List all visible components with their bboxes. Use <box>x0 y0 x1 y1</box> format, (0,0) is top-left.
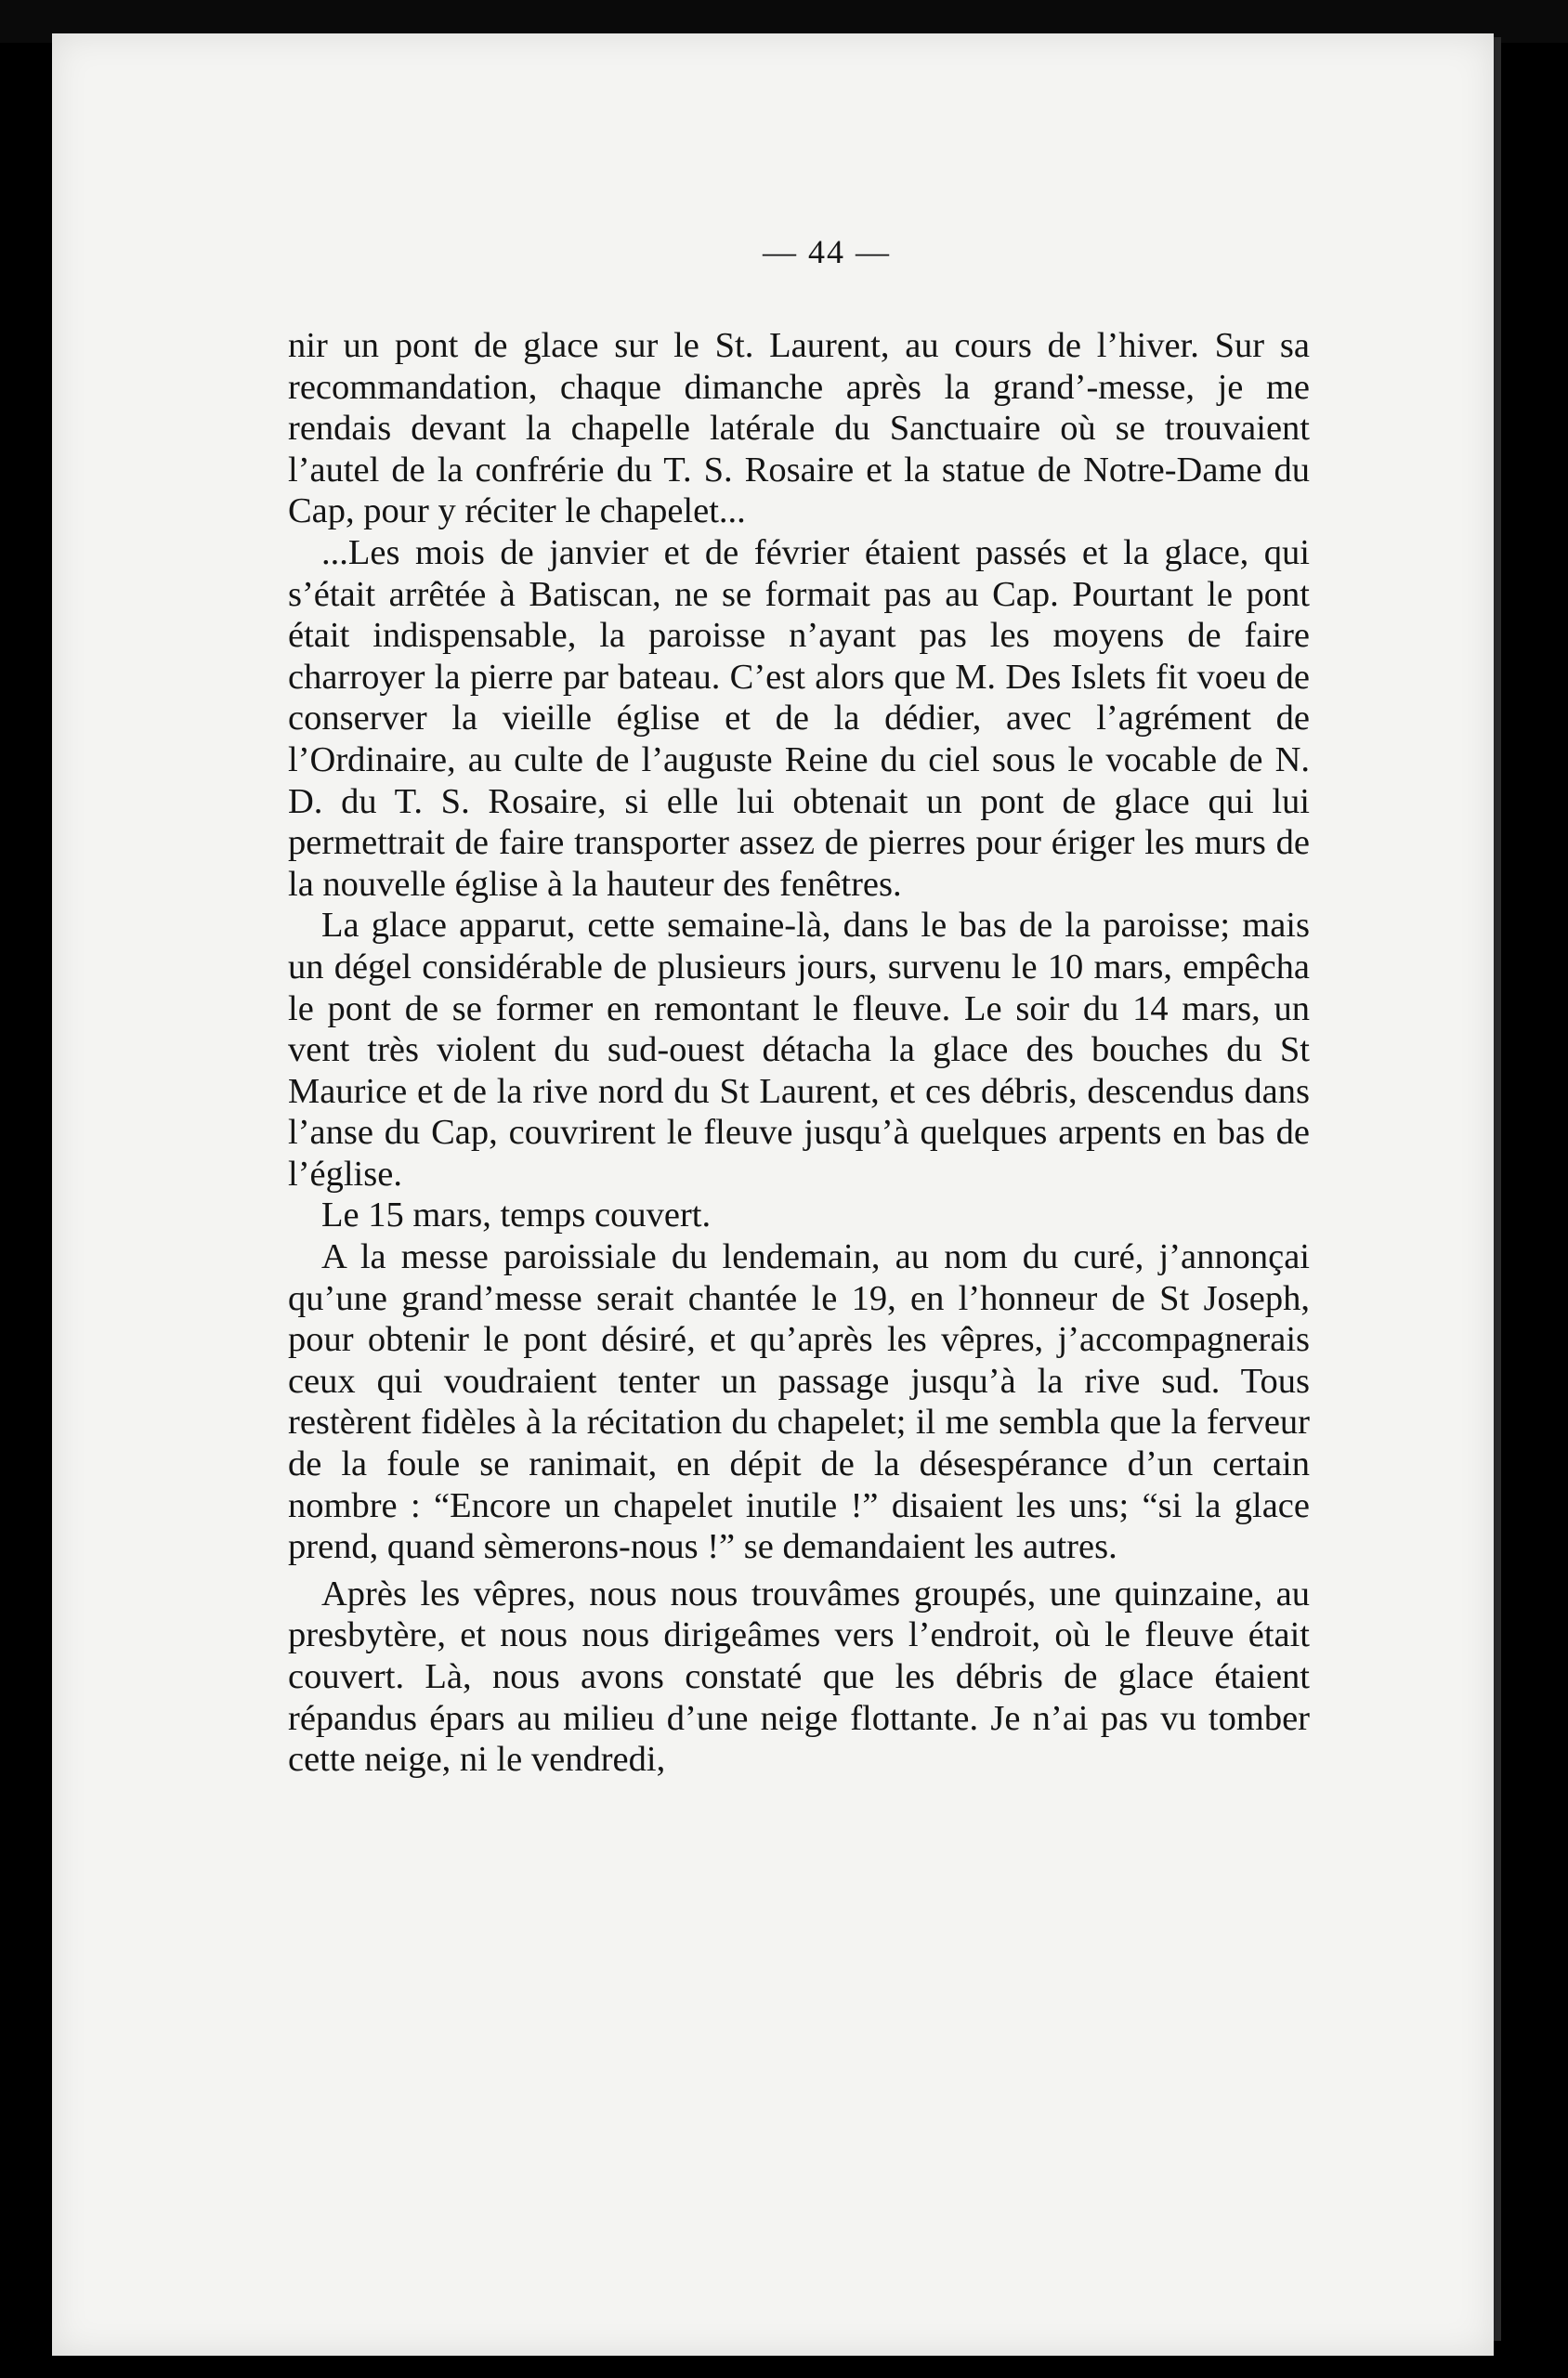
page-body-text <box>288 325 1310 1781</box>
paragraph: Après les vêpres, nous nous trouvâmes groupés, une quinzaine, au presbytère, et nous nous dirigeâmes vers l’endroit, où le fleuve était couvert. Là, nous avons constaté que les débris de glace étaient répandus épars au milieu d’une neige flottante. Je n’ai pas vu tomber cette neige, ni le vendredi, <box>288 1574 1310 1780</box>
page-number: — 44 — <box>763 233 891 270</box>
paragraph: ...Les mois de janvier et de février étaient passés et la glace, qui s’était arrêtée à Batiscan, ne se formait pas au Cap. Pourtant le pont était indispensable, la paroisse n’ayant pas les moyens de faire charroyer la pierre par bateau. C’est alors que M. Des Islets fit voeu de conserver la vieille église et de la dédier, avec l’agrément de l’Ordinaire, au culte de l’auguste Reine du ciel sous le vocable de N. D. du T. S. Rosaire, si elle lui obtenait un pont de glace qui lui permettrait de faire transporter assez de pierres pour ériger les murs de la nouvelle église à la hauteur des fenêtres. <box>288 532 1310 904</box>
paragraph: nir un pont de glace sur le St. Laurent, au cours de l’hiver. Sur sa recommandation, chaque dimanche après la grand’-messe, je me rendais devant la chapelle latérale du Sanctuaire où se trouvaient l’autel de la confrérie du T. S. Rosaire et la statue de Notre-Dame du Cap, pour y réciter le chapelet... <box>288 326 1310 531</box>
paragraph: La glace apparut, cette semaine-là, dans le bas de la paroisse; mais un dégel considérable de plusieurs jours, survenu le 10 mars, empêcha le pont de se former en remontant le fleuve. Le soir du 14 mars, un vent très violent du sud-ouest détacha la glace des bouches du St Maurice et de la rive nord du St Laurent, et ces débris, descendus dans l’anse du Cap, couvrirent le fleuve jusqu’à quelques arpents en bas de l’église. <box>288 906 1310 1194</box>
paragraph: A la messe paroissiale du lendemain, au nom du curé, j’annonçai qu’une grand’messe serait chantée le 19, en l’honneur de St Joseph, pour obtenir le pont désiré, et qu’après les vêpres, j’accompagnerais ceux qui voudraient tenter un passage jusqu’à la rive sud. Tous restèrent fidèles à la récitation du chapelet; il me sembla que la ferveur de la foule se ranimait, en dépit de la désespérance d’un certain nombre : “Encore un chapelet inutile !” disaient les uns; “si la glace prend, quand sèmerons-nous !” se demandaient les autres. <box>288 1237 1310 1567</box>
paragraph: Le 15 mars, temps couvert. <box>321 1196 712 1235</box>
